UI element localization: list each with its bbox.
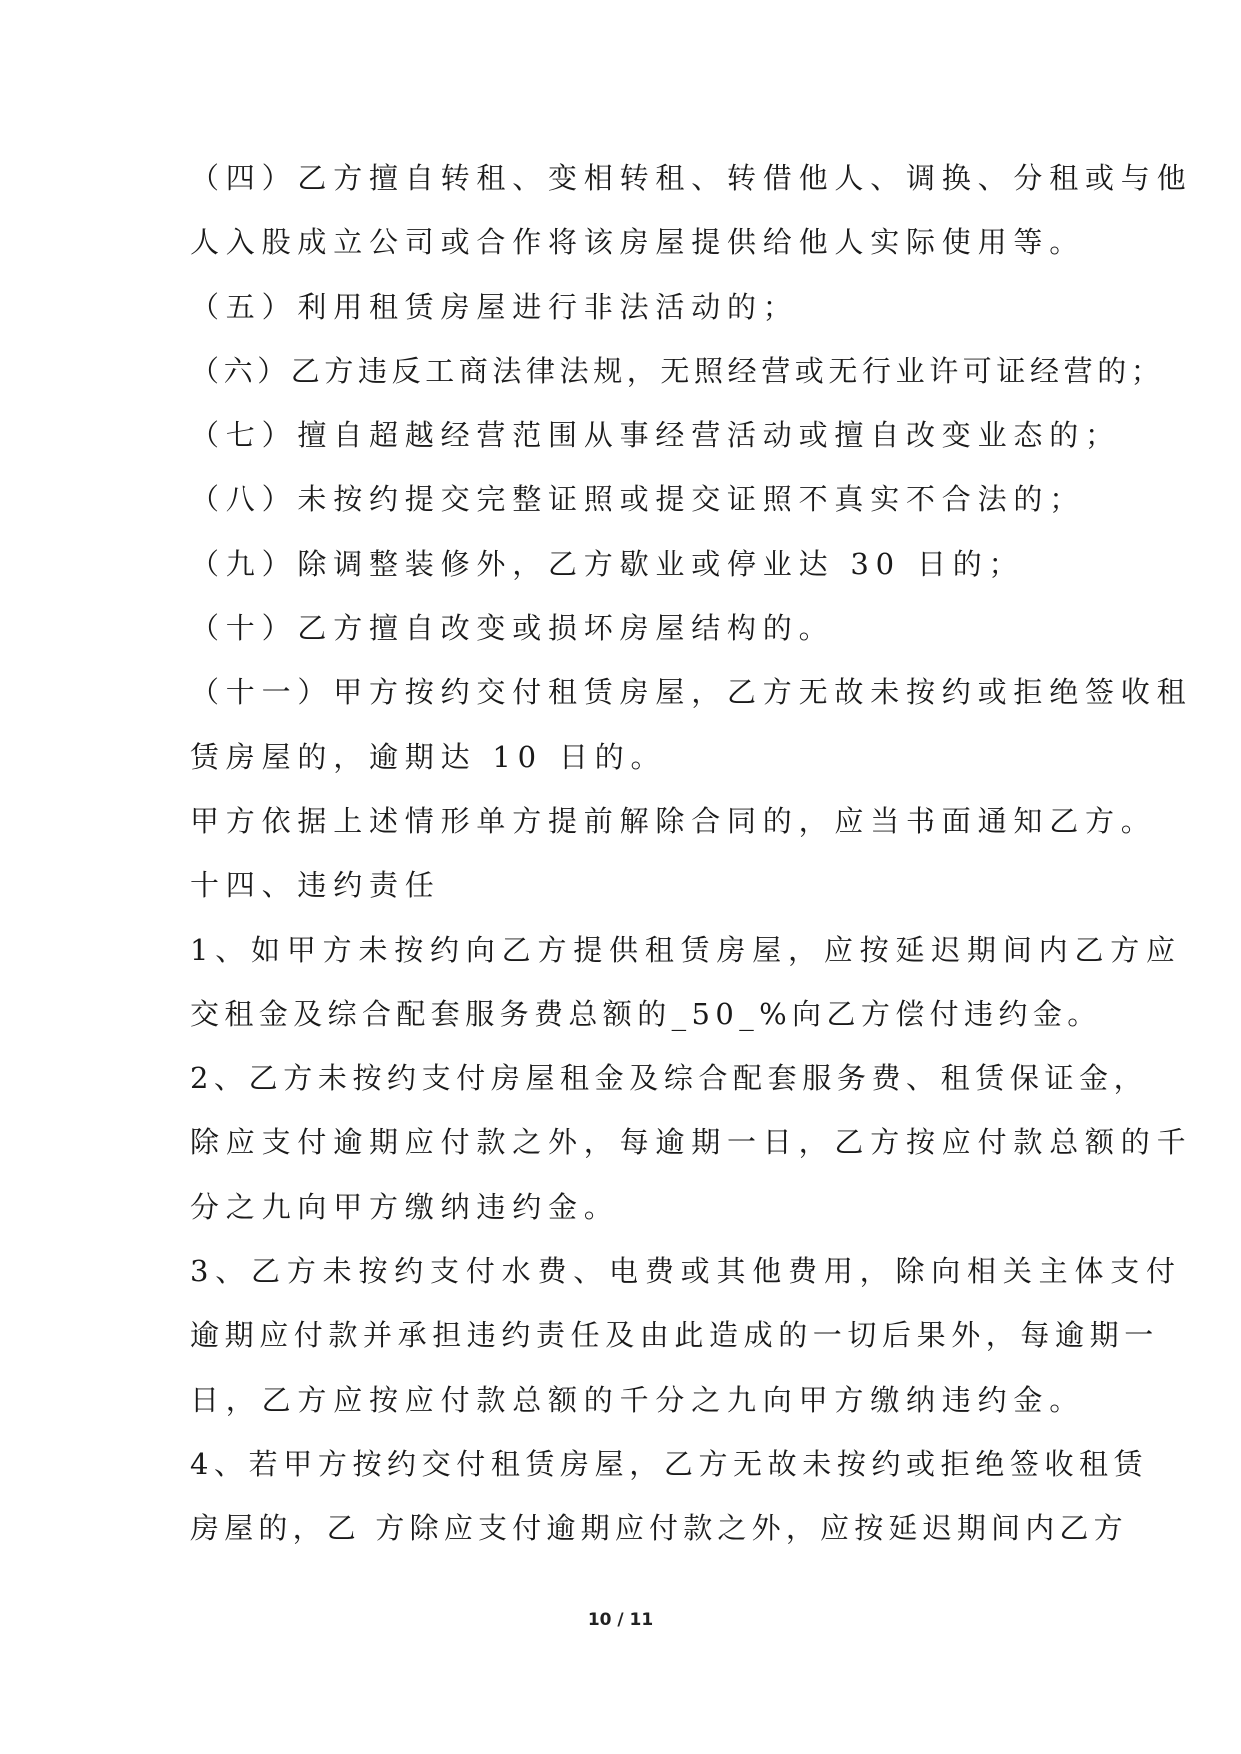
text-line: 4、若甲方按约交付租赁房屋，乙方无故未按约或拒绝签收租赁 bbox=[190, 1446, 1149, 1481]
text-line: 3、乙方未按约支付水费、电费或其他费用，除向相关主体支付 bbox=[190, 1254, 1182, 1289]
document-body bbox=[190, 158, 1193, 1573]
section-heading: 十四、违约责任 bbox=[190, 868, 441, 903]
text-line: （四）乙方擅自转租、变相转租、转借他人、调换、分租或与他 bbox=[190, 161, 1193, 195]
text-line: （六）乙方违反工商法律法规，无照经营或无行业许可证经营的； bbox=[190, 353, 1165, 388]
text-line: （九）除调整装修外，乙方歇业或停业达 30 日的； bbox=[190, 546, 1025, 581]
text-line: 除应支付逾期应付款之外，每逾期一日，乙方按应付款总额的千 bbox=[190, 1125, 1193, 1160]
text-line: 人入股成立公司或合作将该房屋提供给他人实际使用等。 bbox=[190, 225, 1086, 260]
page-number: 10 / 11 bbox=[587, 1610, 654, 1630]
text-line: 甲方依据上述情形单方提前解除合同的，应当书面通知乙方。 bbox=[190, 803, 1157, 838]
text-line: （八）未按约提交完整证照或提交证照不真实不合法的； bbox=[190, 482, 1086, 517]
text-line: 赁房屋的，逾期达 10 日的。 bbox=[190, 739, 667, 774]
text-line: 2、乙方未按约支付房屋租金及综合配套服务费、租赁保证金， bbox=[190, 1061, 1149, 1096]
text-line: （十一）甲方按约交付租赁房屋，乙方无故未按约或拒绝签收租 bbox=[190, 675, 1193, 710]
text-line: 1、如甲方未按约向乙方提供租赁房屋，应按延迟期间内乙方应 bbox=[190, 932, 1182, 967]
text-line: 交租金及综合配套服务费总额的_50_%向乙方偿付违约金。 bbox=[190, 996, 1102, 1031]
text-line: （十）乙方擅自改变或损坏房屋结构的。 bbox=[190, 611, 835, 646]
text-line: （七）擅自超越经营范围从事经营活动或擅自改变业态的； bbox=[190, 418, 1121, 453]
text-line: 逾期应付款并承担违约责任及由此造成的一切后果外，每逾期一 bbox=[190, 1318, 1159, 1353]
text-line: 日，乙方应按应付款总额的千分之九向甲方缴纳违约金。 bbox=[190, 1382, 1086, 1417]
text-line: 房屋的，乙 方除应支付逾期应付款之外，应按延迟期间内乙方 bbox=[190, 1511, 1128, 1546]
text-line: 分之九向甲方缴纳违约金。 bbox=[190, 1189, 620, 1224]
text-line: （五）利用租赁房屋进行非法活动的； bbox=[190, 289, 799, 324]
